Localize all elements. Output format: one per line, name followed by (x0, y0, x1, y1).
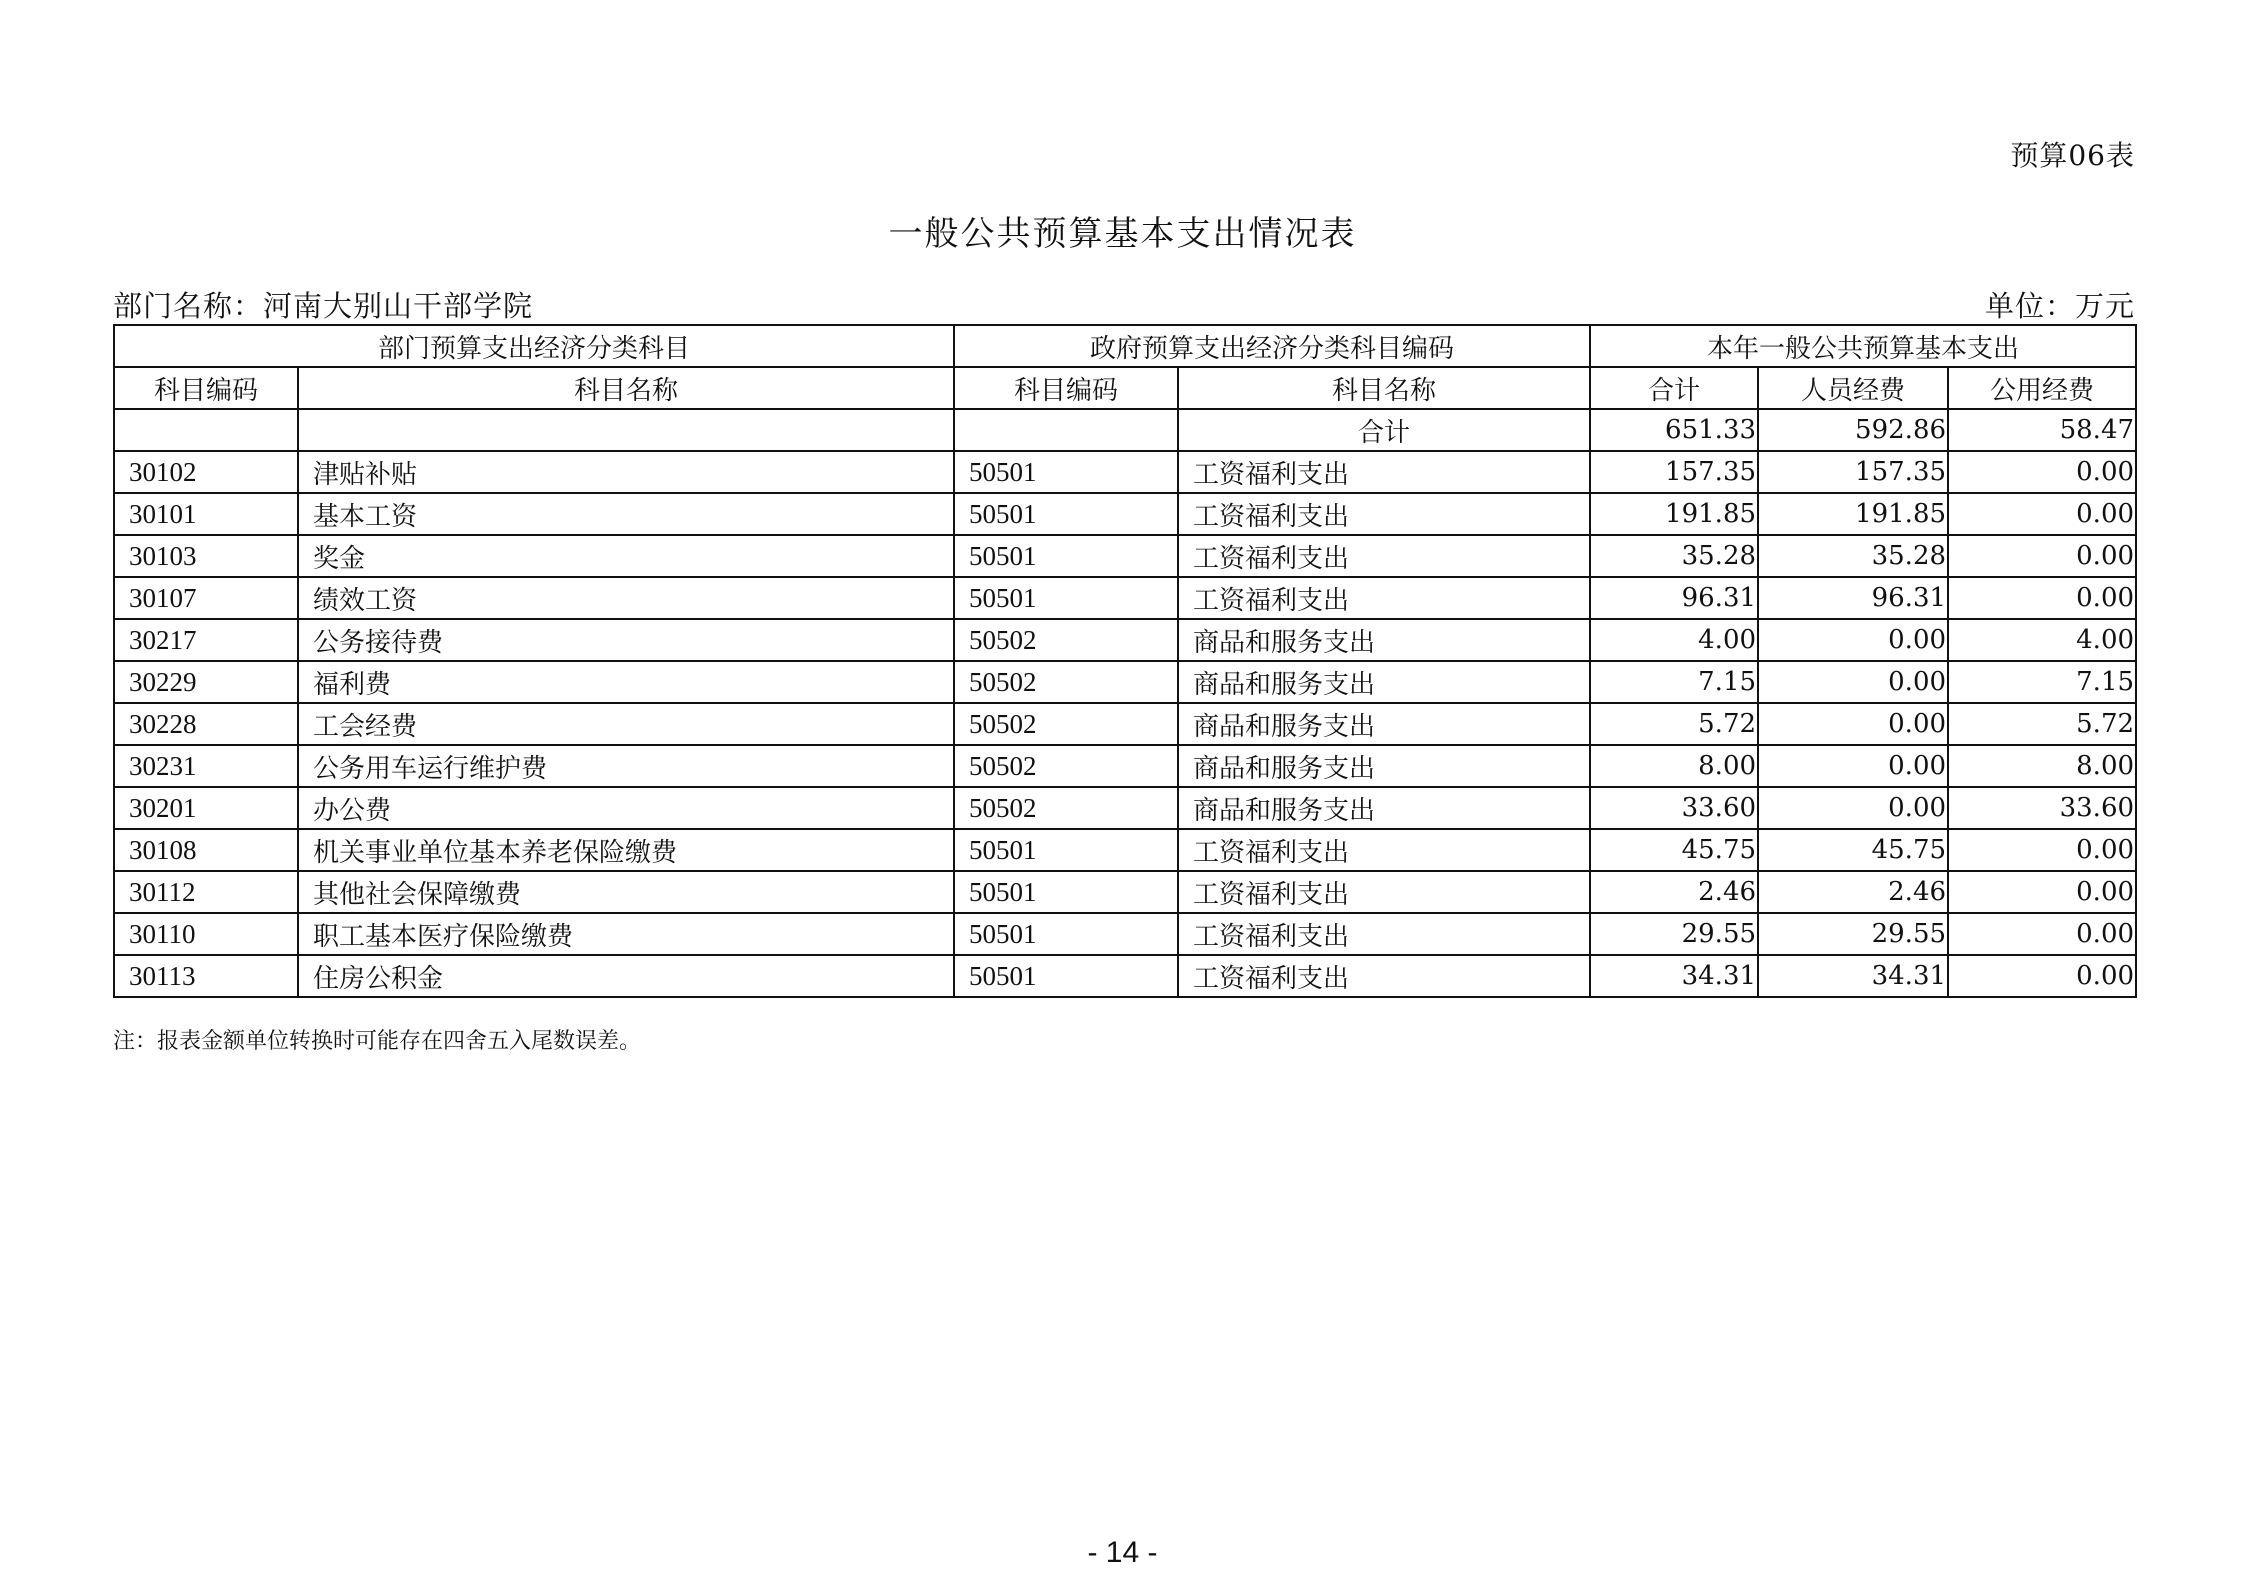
table-row (114, 955, 2136, 997)
table-row (114, 661, 2136, 703)
row-dept-code: 30110 (114, 913, 298, 955)
row-dept-name: 住房公积金 (298, 955, 954, 997)
row-personnel: 0.00 (1758, 619, 1948, 661)
row-dept-name: 绩效工资 (298, 577, 954, 619)
row-public: 4.00 (1948, 619, 2136, 661)
row-personnel: 157.35 (1758, 451, 1948, 493)
row-public: 0.00 (1948, 493, 2136, 535)
row-gov-name: 商品和服务支出 (1178, 703, 1590, 745)
row-gov-name: 工资福利支出 (1178, 535, 1590, 577)
total-row-personnel: 592.86 (1758, 409, 1948, 451)
row-gov-name: 工资福利支出 (1178, 913, 1590, 955)
row-personnel: 35.28 (1758, 535, 1948, 577)
row-personnel: 34.31 (1758, 955, 1948, 997)
column-header-dept-name: 科目名称 (298, 367, 954, 409)
row-personnel: 191.85 (1758, 493, 1948, 535)
row-public: 0.00 (1948, 913, 2136, 955)
total-row-empty-cell (298, 409, 954, 451)
row-total: 2.46 (1590, 871, 1758, 913)
row-gov-code: 50502 (954, 787, 1178, 829)
row-personnel: 0.00 (1758, 787, 1948, 829)
total-row (114, 409, 2136, 451)
table-row (114, 577, 2136, 619)
row-dept-name: 其他社会保障缴费 (298, 871, 954, 913)
row-total: 191.85 (1590, 493, 1758, 535)
row-personnel: 2.46 (1758, 871, 1948, 913)
column-header-gov-code: 科目编码 (954, 367, 1178, 409)
total-row-label: 合计 (1178, 409, 1590, 451)
department-name: 部门名称：河南大别山干部学院 (113, 289, 534, 323)
row-personnel: 29.55 (1758, 913, 1948, 955)
row-dept-name: 奖金 (298, 535, 954, 577)
row-personnel: 45.75 (1758, 829, 1948, 871)
column-header-gov-name: 科目名称 (1178, 367, 1590, 409)
row-personnel: 0.00 (1758, 661, 1948, 703)
row-gov-name: 商品和服务支出 (1178, 745, 1590, 787)
row-total: 157.35 (1590, 451, 1758, 493)
row-total: 8.00 (1590, 745, 1758, 787)
row-dept-code: 30107 (114, 577, 298, 619)
total-row-total: 651.33 (1590, 409, 1758, 451)
row-dept-code: 30112 (114, 871, 298, 913)
table-row (114, 745, 2136, 787)
table-row (114, 871, 2136, 913)
row-dept-code: 30103 (114, 535, 298, 577)
row-dept-code: 30217 (114, 619, 298, 661)
row-public: 5.72 (1948, 703, 2136, 745)
row-total: 35.28 (1590, 535, 1758, 577)
row-dept-code: 30201 (114, 787, 298, 829)
row-gov-code: 50502 (954, 619, 1178, 661)
row-public: 0.00 (1948, 871, 2136, 913)
row-dept-name: 机关事业单位基本养老保险缴费 (298, 829, 954, 871)
row-public: 0.00 (1948, 955, 2136, 997)
row-personnel: 0.00 (1758, 703, 1948, 745)
row-public: 8.00 (1948, 745, 2136, 787)
group-header-row (114, 325, 2136, 367)
row-total: 4.00 (1590, 619, 1758, 661)
page-number: - 14 - (1087, 1536, 1158, 1569)
column-header-dept-code: 科目编码 (114, 367, 298, 409)
row-gov-code: 50501 (954, 493, 1178, 535)
column-header-public: 公用经费 (1948, 367, 2136, 409)
unit-label: 单位：万元 (1984, 289, 2135, 323)
total-row-empty-cell (954, 409, 1178, 451)
row-public: 0.00 (1948, 577, 2136, 619)
row-gov-code: 50501 (954, 535, 1178, 577)
row-gov-code: 50501 (954, 955, 1178, 997)
row-public: 0.00 (1948, 535, 2136, 577)
row-gov-name: 工资福利支出 (1178, 829, 1590, 871)
row-dept-code: 30113 (114, 955, 298, 997)
table-row (114, 493, 2136, 535)
row-public: 0.00 (1948, 829, 2136, 871)
row-total: 5.72 (1590, 703, 1758, 745)
row-dept-name: 工会经费 (298, 703, 954, 745)
row-personnel: 0.00 (1758, 745, 1948, 787)
row-total: 7.15 (1590, 661, 1758, 703)
row-dept-code: 30101 (114, 493, 298, 535)
row-gov-name: 工资福利支出 (1178, 955, 1590, 997)
budget-table (113, 324, 2137, 998)
row-dept-name: 福利费 (298, 661, 954, 703)
row-public: 33.60 (1948, 787, 2136, 829)
row-gov-code: 50502 (954, 703, 1178, 745)
row-dept-code: 30229 (114, 661, 298, 703)
row-dept-code: 30108 (114, 829, 298, 871)
row-gov-code: 50501 (954, 577, 1178, 619)
table-row (114, 619, 2136, 661)
footnote: 注：报表金额单位转换时可能存在四舍五入尾数误差。 (113, 1029, 642, 1054)
row-personnel: 96.31 (1758, 577, 1948, 619)
row-dept-code: 30102 (114, 451, 298, 493)
row-dept-name: 职工基本医疗保险缴费 (298, 913, 954, 955)
row-dept-name: 办公费 (298, 787, 954, 829)
row-gov-name: 商品和服务支出 (1178, 661, 1590, 703)
row-dept-name: 公务接待费 (298, 619, 954, 661)
row-dept-name: 津贴补贴 (298, 451, 954, 493)
row-total: 45.75 (1590, 829, 1758, 871)
table-row (114, 535, 2136, 577)
row-total: 34.31 (1590, 955, 1758, 997)
column-header-personnel: 人员经费 (1758, 367, 1948, 409)
total-row-public: 58.47 (1948, 409, 2136, 451)
row-dept-name: 公务用车运行维护费 (298, 745, 954, 787)
row-dept-name: 基本工资 (298, 493, 954, 535)
column-header-total: 合计 (1590, 367, 1758, 409)
group-header-current-year: 本年一般公共预算基本支出 (1590, 325, 2136, 367)
group-header-dept-econ: 部门预算支出经济分类科目 (114, 325, 954, 367)
row-gov-code: 50502 (954, 661, 1178, 703)
column-header-row (114, 367, 2136, 409)
total-row-empty-cell (114, 409, 298, 451)
row-gov-name: 商品和服务支出 (1178, 619, 1590, 661)
row-gov-name: 工资福利支出 (1178, 493, 1590, 535)
row-gov-code: 50501 (954, 829, 1178, 871)
row-gov-code: 50501 (954, 913, 1178, 955)
table-body (114, 325, 2136, 997)
row-gov-code: 50501 (954, 871, 1178, 913)
row-gov-name: 商品和服务支出 (1178, 787, 1590, 829)
group-header-gov-econ: 政府预算支出经济分类科目编码 (954, 325, 1590, 367)
row-dept-code: 30231 (114, 745, 298, 787)
row-gov-name: 工资福利支出 (1178, 577, 1590, 619)
row-public: 0.00 (1948, 451, 2136, 493)
page-title: 一般公共预算基本支出情况表 (888, 214, 1357, 254)
row-public: 7.15 (1948, 661, 2136, 703)
table-row (114, 787, 2136, 829)
row-total: 96.31 (1590, 577, 1758, 619)
table-row (114, 703, 2136, 745)
form-number: 预算06表 (2010, 139, 2135, 172)
row-gov-code: 50502 (954, 745, 1178, 787)
row-dept-code: 30228 (114, 703, 298, 745)
row-gov-name: 工资福利支出 (1178, 451, 1590, 493)
row-gov-code: 50501 (954, 451, 1178, 493)
row-total: 33.60 (1590, 787, 1758, 829)
row-gov-name: 工资福利支出 (1178, 871, 1590, 913)
table-row (114, 829, 2136, 871)
table-row (114, 913, 2136, 955)
table-row (114, 451, 2136, 493)
row-total: 29.55 (1590, 913, 1758, 955)
